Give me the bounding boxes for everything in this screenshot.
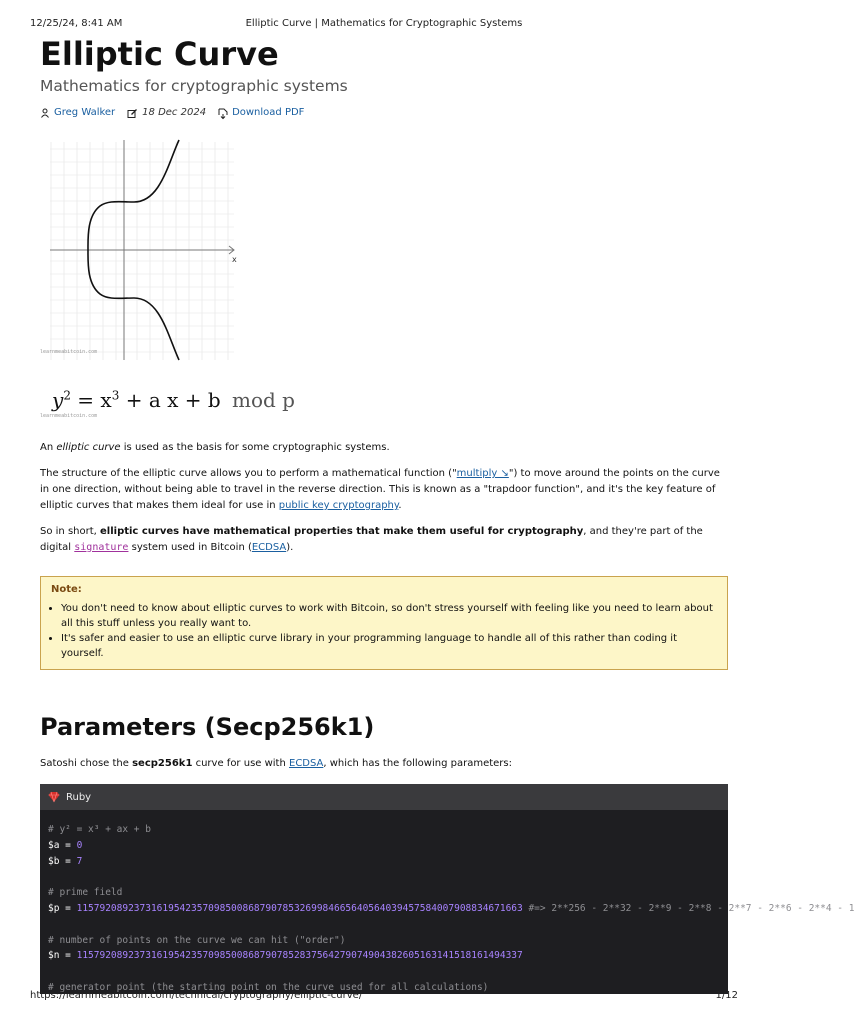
- publish-date: 18 Dec 2024: [142, 107, 207, 118]
- user-icon: [40, 108, 50, 118]
- parameters-intro: Satoshi chose the secp256k1 curve for use with ECDSA, which has the following parameters:: [40, 758, 512, 769]
- curve-graph: [40, 136, 240, 362]
- print-url: https://learnmeabitcoin.com/technical/cryptography/elliptic-curve/: [30, 990, 363, 1001]
- multiply-link[interactable]: multiply ↘: [456, 468, 509, 479]
- edit-icon: [127, 108, 138, 119]
- print-page-number: 1/12: [715, 990, 738, 1001]
- equation-watermark: learnmeabitcoin.com: [40, 413, 98, 419]
- article: [40, 34, 854, 994]
- download-meta: [218, 106, 304, 120]
- print-footer: [30, 990, 738, 1004]
- structure-paragraph: The structure of the elliptic curve allows you to perform a mathematical function ("multiply ↘") to move around the points on the curve in one direction, without being able to travel in the reverse direction. This is known as a "trapdoor function", and it's the key feature of elliptic curves that makes them ideal for use in public key cryptography.: [40, 468, 720, 511]
- intro-paragraph: An elliptic curve is used as the basis for some cryptographic systems.: [40, 442, 390, 453]
- note-title: Note:: [51, 584, 82, 595]
- figure-watermark: learnmeabitcoin.com: [40, 349, 98, 355]
- equation-mod: mod p: [232, 388, 295, 412]
- download-pdf-icon: [218, 108, 228, 119]
- code-content: # y² = x³ + ax + b $a = 0 $b = 7 # prime field $p = 115792089237316195423570985008687907853269984665640564039457584007908834671663 #=> 2**256 - 2**32 - 2**9 - 2**8 - 2**7 - 2**6 - 2**4 - 1 # number of points on the curve we can hit ("order") $n = 115792089237316195423570985008687907852837564279074904382605163141518161494337 # generator point (the starting point on the curve used for all calculations): [48, 824, 854, 993]
- ecdsa-link-2[interactable]: ECDSA: [289, 758, 324, 769]
- x-axis-label: x: [232, 255, 237, 264]
- signature-link[interactable]: signature: [74, 542, 129, 553]
- parameters-heading: Parameters (Secp256k1): [40, 713, 375, 741]
- note-item: • It's safer and easier to use an elliptic curve library in your programming language to handle all of this rather than coding it yourself.: [61, 631, 717, 661]
- download-pdf-link[interactable]: Download PDF: [232, 107, 305, 118]
- code-block: [40, 784, 854, 994]
- code-language-label: Ruby: [66, 791, 92, 803]
- summary-paragraph: So in short, elliptic curves have mathematical properties that make them useful for cryptography, and they're part of the digital signature system used in Bitcoin (ECDSA).: [40, 526, 703, 553]
- page-title: Elliptic Curve: [40, 35, 279, 73]
- ecdsa-link[interactable]: ECDSA: [251, 542, 287, 553]
- curve-equation: [40, 388, 728, 422]
- ruby-icon: [48, 791, 60, 803]
- page-subtitle: Mathematics for cryptographic systems: [40, 77, 348, 95]
- print-datetime: 12/25/24, 8:41 AM: [30, 18, 123, 29]
- article-meta: [40, 106, 728, 120]
- note-list: [51, 601, 717, 661]
- equation-main: $y^2 = x^3 + a$ x + b: [52, 388, 221, 412]
- public-key-cryptography-link[interactable]: public key cryptography: [278, 500, 399, 511]
- author-link[interactable]: Greg Walker: [54, 107, 116, 118]
- note-box: [40, 576, 728, 670]
- code-language-bar: [40, 784, 728, 810]
- date-meta: [127, 106, 206, 120]
- note-item: • You don't need to know about elliptic curves to work with Bitcoin, so don't stress yourself with feeling like you need to learn about all this stuff unless you really want to.: [61, 601, 717, 631]
- elliptic-curve-figure: [40, 136, 240, 362]
- print-header: [30, 18, 738, 32]
- print-page-title: Elliptic Curve | Mathematics for Cryptographic Systems: [245, 18, 523, 29]
- author-meta: [40, 106, 115, 120]
